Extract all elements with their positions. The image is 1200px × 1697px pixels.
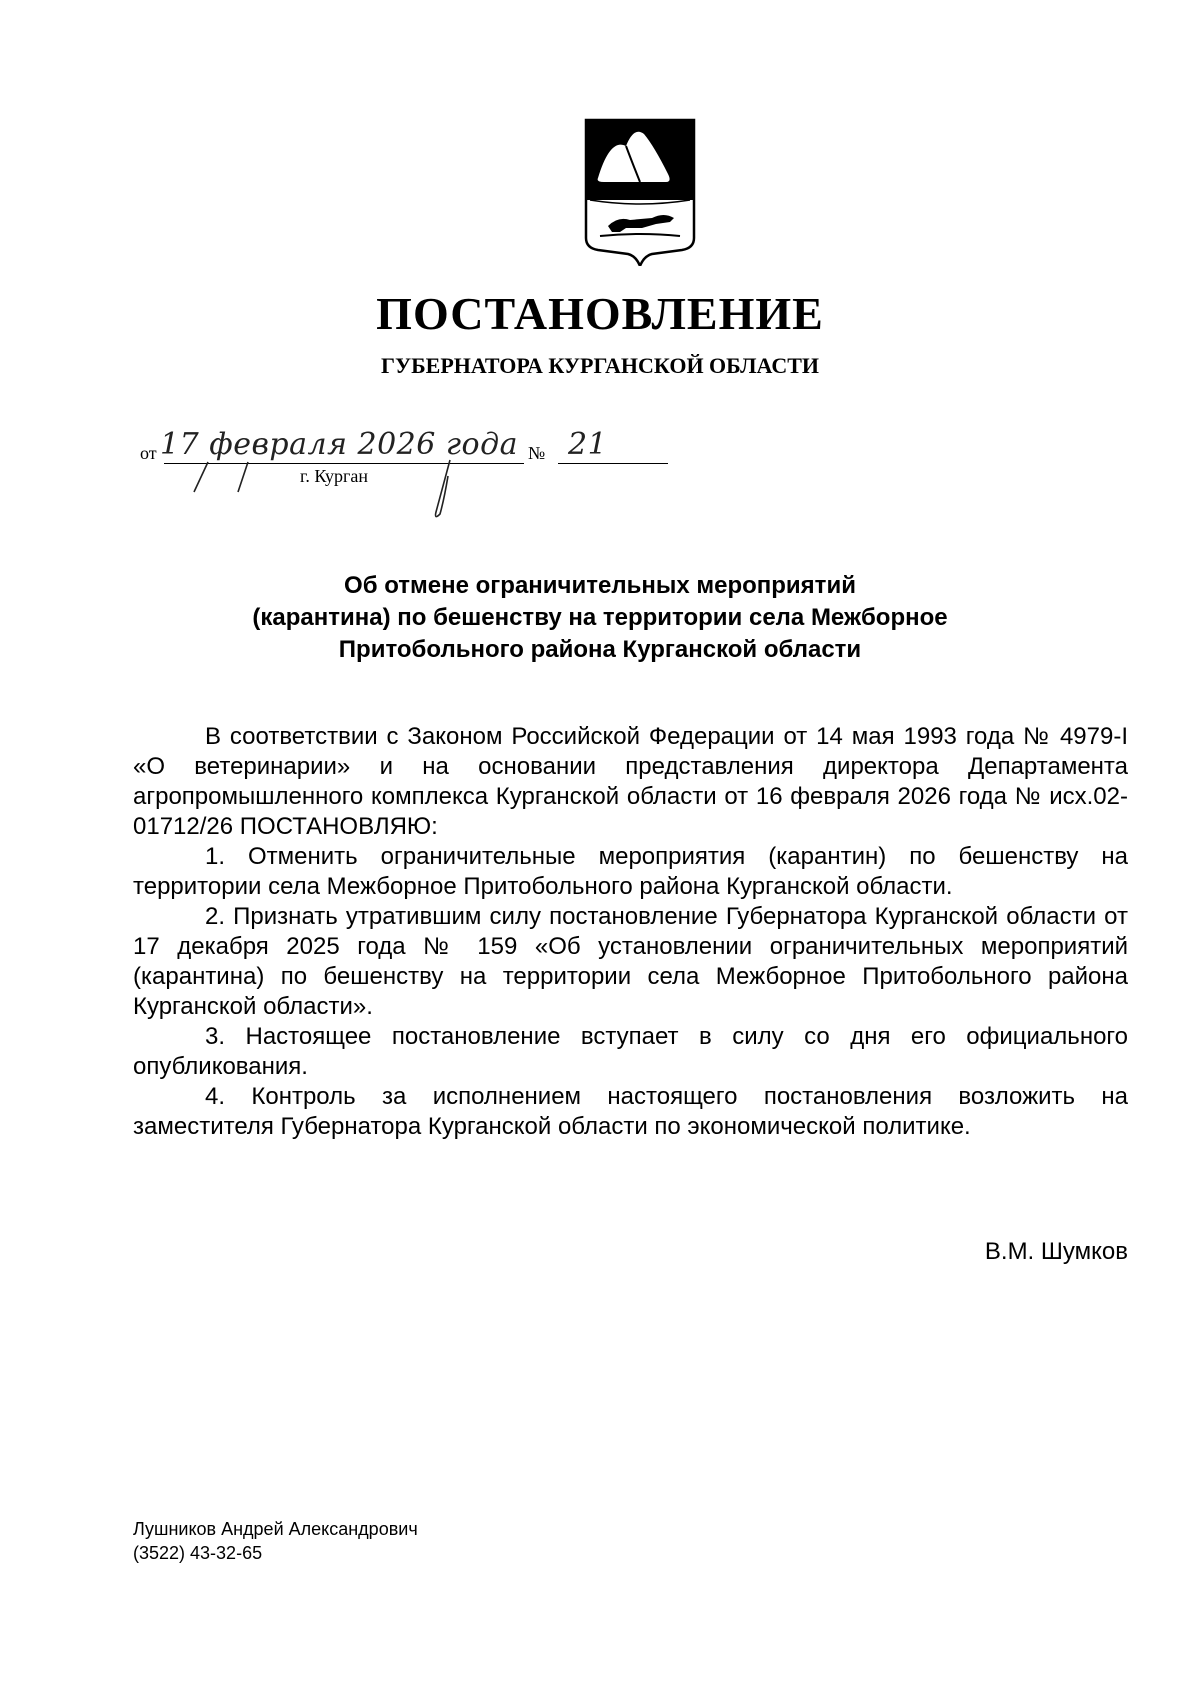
coat-of-arms-emblem <box>582 116 698 266</box>
issuer-subtitle: ГУБЕРНАТОРА КУРГАНСКОЙ ОБЛАСТИ <box>380 353 820 378</box>
body-item-1: 1. Отменить ограничительные мероприятия (карантин) по бешенству на территории села Межборное Притобольного района Курганской области. <box>133 843 1128 900</box>
subject-line: Притобольного района Курганской области <box>338 636 862 663</box>
date-prefix-label: от <box>140 443 157 463</box>
executor-phone: (3522) 43-32-65 <box>133 1543 263 1563</box>
preamble-paragraph: В соответствии с Законом Российской Федерации от 14 мая 1993 года № 4979-I «О ветеринарии» и на основании представления директора Департамента агропромышленного комплекса Курганской области от 16 февраля 2026 года № исх.02-01712/26 ПОСТАНОВЛЯЮ: <box>133 723 1128 840</box>
executor-name: Лушников Андрей Александрович <box>133 1519 418 1539</box>
executor-block <box>133 1517 418 1565</box>
signature-name: В.М. Шумков <box>984 1238 1128 1265</box>
body-item-2: 2. Признать утратившим силу постановление Губернатора Курганской области от 17 декабря 2025 года № 159 «Об установлении ограничительных мероприятий (карантина) по бешенству на территории села Межборное Притобольного района Курганской области». <box>133 903 1128 1020</box>
subject-line: (карантина) по бешенству на территории села Межборное <box>252 604 948 631</box>
body-item-3: 3. Настоящее постановление вступает в силу со дня его официального опубликования. <box>133 1023 1128 1080</box>
date-number-line <box>130 427 650 520</box>
city-label: г. Курган <box>300 466 369 486</box>
handwriting-strokes <box>130 427 650 520</box>
handwritten-number: 21 <box>568 427 608 462</box>
body-item-4: 4. Контроль за исполнением настоящего постановления возложить на заместителя Губернатора Курганской области по экономической политике. <box>133 1083 1128 1140</box>
document-subject <box>150 570 1050 666</box>
handwritten-date: 17 февраля 2026 года <box>160 427 519 462</box>
document-title: ПОСТАНОВЛЕНИЕ <box>376 288 824 339</box>
number-sign-label: № <box>528 443 546 463</box>
subject-line: Об отмене ограничительных мероприятий <box>344 572 856 599</box>
